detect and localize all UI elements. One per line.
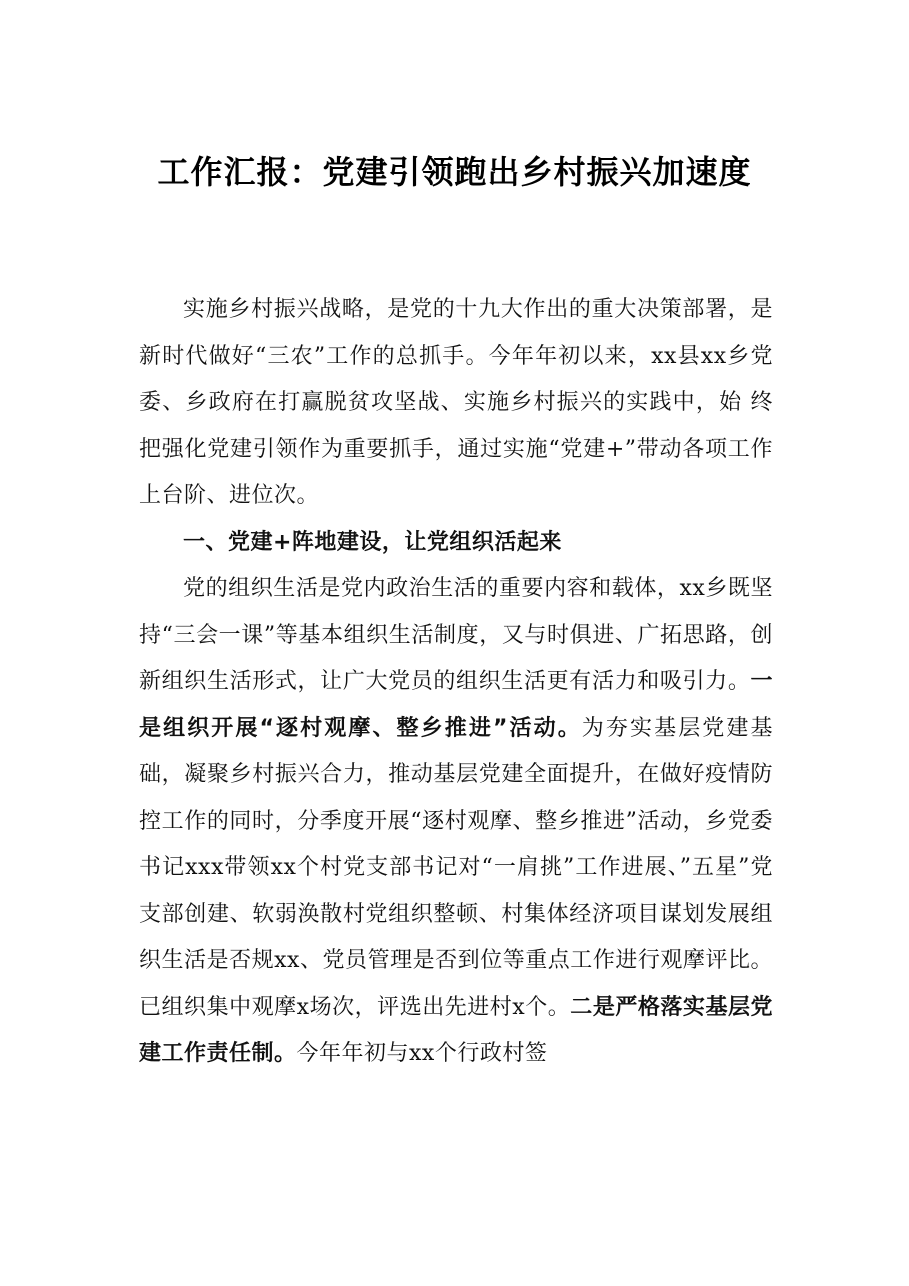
intro-paragraph: 实施乡村振兴战略，是党的十九大作出的重大决策部署，是新时代做好“三农”工作的总抓手。今年年初以来，xx县xx乡党委、乡政府在打赢脱贫攻坚战、实施乡村振兴的实践中，始 终把强化党建引领作为重要抓手，通过实施“党建+”带动各项工作上台阶、进位次。 [139,297,773,508]
document-title: 工作汇报：党建引领跑出乡村振兴加速度 [157,153,752,191]
paragraph-text: 今年年初与xx个行政村签 [296,1041,548,1066]
paragraph-text: 为夯实基层党建基础，凝聚乡村振兴合力，推动基层党建全面提升，在做好疫情防控工作的同时，分季度开展“逐村观摩、整乡推进”活动，乡党委书记xxx带领xx个村党支部书记对“一肩挑”工作进展、”五星”党支部创建、软弱涣散村党组织整顿、村集体经济项目谋划发展组织生活是否规xx、党员管理是否到位等重点工作进行观摩评比。已组织集中观摩x场次，评选出先进村x个。 [139,715,773,1020]
bold-point: 一是组织开展“逐村观摩、整乡推进”活动。 [139,669,773,741]
bold-point: 二是严格落实基层党建工作责任制。 [139,994,773,1066]
paragraph-text: 党的组织生活是党内政治生活的重要内容和载体，xx乡既坚持“三会一课”等基本组织生活制度，又与时俱进、广拓思路，创新组织生活形式，让广大党员的组织生活更有活力和吸引力。 [139,576,773,694]
section-paragraph [139,566,773,1078]
document-body [139,287,773,1078]
section-heading: 一、党建+阵地建设，让党组织活起来 [183,529,562,555]
